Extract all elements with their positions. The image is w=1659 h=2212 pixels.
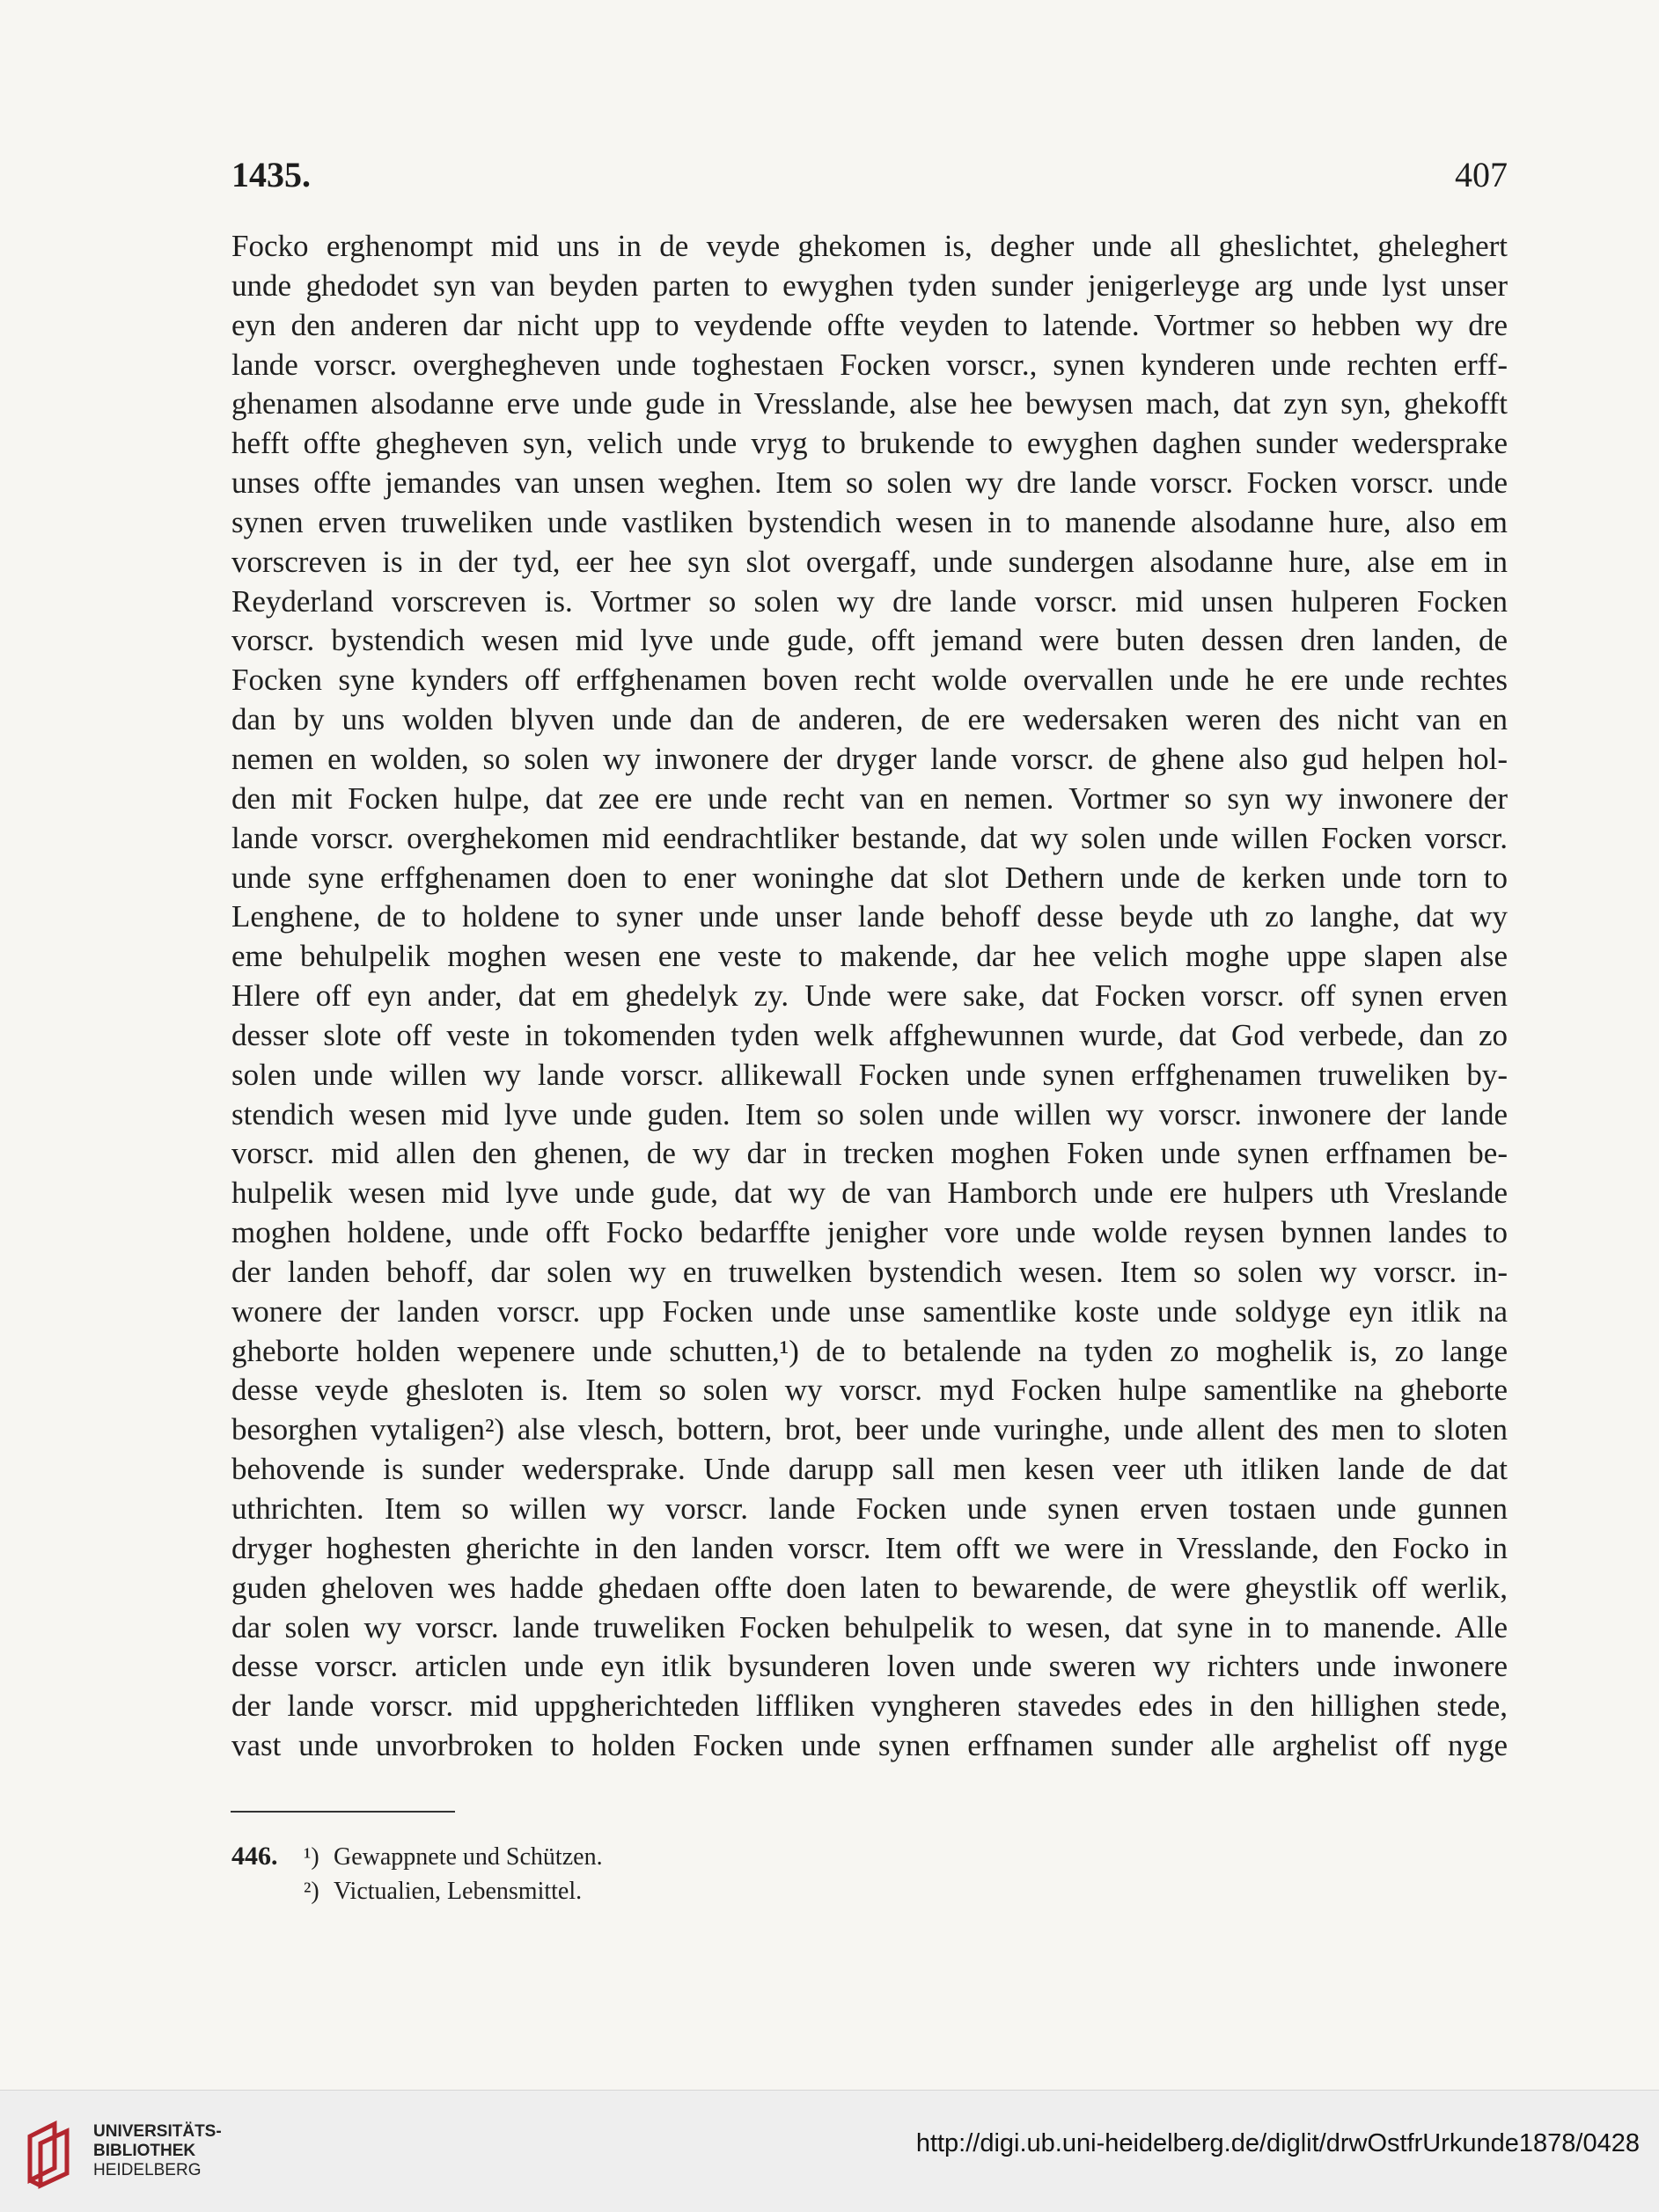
library-name-line-1: UNIVERSITÄTS- [93,2122,222,2141]
text-line: Lenghene, de to holdene to syner unde unser lande behoff desse beyde uth zo langhe, dat wy [231,899,1508,934]
text-line: ghenamen alsodanne erve unde gude in Vresslande, alse hee bewysen mach, dat zyn syn, ghekofft [231,386,1508,421]
page-number: 407 [1455,155,1508,194]
library-footer-bar [0,2090,1659,2212]
footnote-mark: ¹) [304,1843,319,1871]
text-line: moghen holdene, unde offt Focko bedarffte jenigher vore unde wolde reysen bynnen landes to [231,1215,1508,1250]
text-line: besorghen vytaligen²) alse vlesch, bottern, brot, beer unde vuringhe, unde allent des men to sloten [231,1412,1508,1447]
text-line: vorscr. mid allen den ghenen, de wy dar in trecken moghen Foken unde synen erffnamen be- [231,1136,1508,1171]
body-text [231,227,1508,1766]
text-line: Focken syne kynders off erffghenamen boven recht wolde overvallen unde he ere unde rechtes [231,663,1508,698]
footnote-item [231,1874,603,1909]
footnote-document-number: 446. [231,1842,278,1871]
text-line: Hlere off eyn ander, dat em ghedelyk zy. Unde were sake, dat Focken vorscr. off synen erven [231,978,1508,1014]
library-name [93,2122,222,2180]
header-year: 1435. [231,155,311,194]
text-line: solen unde willen wy lande vorscr. allikewall Focken unde synen erffghenamen truweliken by- [231,1057,1508,1092]
text-line: behovende is sunder wedersprake. Unde darupp sall men kesen veer uth itliken lande de dat [231,1452,1508,1487]
text-line: dar solen wy vorscr. lande truweliken Focken behulpelik to wesen, dat syne in to manende. Alle [231,1609,1508,1644]
footnote-divider [231,1811,455,1813]
text-line: unde syne erffghenamen doen to ener woninghe dat slot Dethern unde de kerken unde torn to [231,860,1508,895]
text-line: dan by uns wolden blyven unde dan de anderen, de ere wedersaken weren des nicht van en [231,702,1508,737]
text-line: vorscreven is in der tyd, eer hee syn slot overgaff, unde sundergen alsodanne hure, alse em in [231,544,1508,579]
footnote-text: Victualien, Lebensmittel. [334,1878,583,1905]
text-line: uthrichten. Item so willen wy vorscr. lande Focken unde synen erven tostaen unde gunnen [231,1491,1508,1526]
text-line: stendich wesen mid lyve unde guden. Item so solen unde willen wy vorscr. inwonere der lande [231,1096,1508,1132]
text-line: lande vorscr. overghekomen mid eendrachtliker bestande, dat wy solen unde willen Focken vorscr. [231,820,1508,855]
text-line: hefft offte ghegheven syn, velich unde vryg to brukende to ewyghen daghen sunder wedersprake [231,426,1508,461]
text-line: unde ghedodet syn van beyden parten to ewyghen tyden sunder jenigerleyge arg unde lyst unser [231,267,1508,303]
text-line: Reyderland vorscreven is. Vortmer so solen wy dre lande vorscr. mid unsen hulperen Focken [231,583,1508,619]
library-name-line-2: BIBLIOTHEK [93,2142,196,2160]
footnote-item [231,1839,603,1874]
text-line: der landen behoff, dar solen wy en truwelken bystendich wesen. Item so solen wy vorscr. in- [231,1254,1508,1289]
footnotes [231,1839,603,1909]
page-header [231,154,1508,207]
text-line: lande vorscr. overghegheven unde toghestaen Focken vorscr., synen kynderen unde rechten erff- [231,347,1508,382]
text-line: gheborte holden wepenere unde schutten,¹) de to betalende na tyden zo moghelik is, zo lange [231,1333,1508,1368]
text-line: unses offte jemandes van unsen weghen. Item so solen wy dre lande vorscr. Focken vorscr. unde [231,465,1508,501]
text-line: vorscr. bystendich wesen mid lyve unde gude, offt jemand were buten dessen dren landen, de [231,623,1508,658]
text-line: vast unde unvorbroken to holden Focken unde synen erffnamen sunder alle arghelist off nyge [231,1728,1508,1763]
text-line: desser slote off veste in tokomenden tyden welk affghewunnen wurde, dat God verbede, dan zo [231,1017,1508,1052]
footnote-text: Gewappnete und Schützen. [334,1843,603,1871]
source-url-link[interactable]: http://digi.ub.uni-heidelberg.de/diglit/drwOstfrUrkunde1878/0428 [915,2129,1640,2157]
text-line: guden gheloven wes hadde ghedaen offte doen laten to bewarende, de were gheystlik off werlik, [231,1570,1508,1605]
text-line: der lande vorscr. mid uppgherichteden liffliken vyngheren stavedes edes in den hillighen stede, [231,1688,1508,1724]
footnote-mark: ²) [304,1878,319,1905]
text-line: eme behulpelik moghen wesen ene veste to makende, dar hee velich moghe uppe slapen alse [231,939,1508,974]
text-line: hulpelik wesen mid lyve unde gude, dat wy de van Hamborch unde ere hulpers uth Vreslande [231,1176,1508,1211]
text-line: dryger hoghesten gherichte in den landen vorscr. Item offt we were in Vresslande, den Focko in [231,1530,1508,1565]
text-line: synen erven truweliken unde vastliken bystendich wesen in to manende alsodanne hure, also em [231,504,1508,539]
text-line: nemen en wolden, so solen wy inwonere der dryger lande vorscr. de ghene also gud helpen hol- [231,741,1508,776]
text-line: wonere der landen vorscr. upp Focken unde unse samentlike koste unde soldyge eyn itlik na [231,1293,1508,1329]
text-line: desse veyde ghesloten is. Item so solen wy vorscr. myd Focken hulpe samentlike na gheborte [231,1373,1508,1408]
text-line: desse vorscr. articlen unde eyn itlik bysunderen loven unde sweren wy richters unde inwonere [231,1649,1508,1684]
book-logo-icon [21,2119,81,2189]
text-line: den mit Focken hulpe, dat zee ere unde recht van en nemen. Vortmer so syn wy inwonere der [231,780,1508,816]
library-name-line-3: HEIDELBERG [93,2161,202,2179]
text-line: eyn den anderen dar nicht upp to veydende offte veyden to latende. Vortmer so hebben wy dre [231,307,1508,342]
text-line: Focko erghenompt mid uns in de veyde ghekomen is, degher unde all gheslichtet, gheleghert [231,229,1508,263]
